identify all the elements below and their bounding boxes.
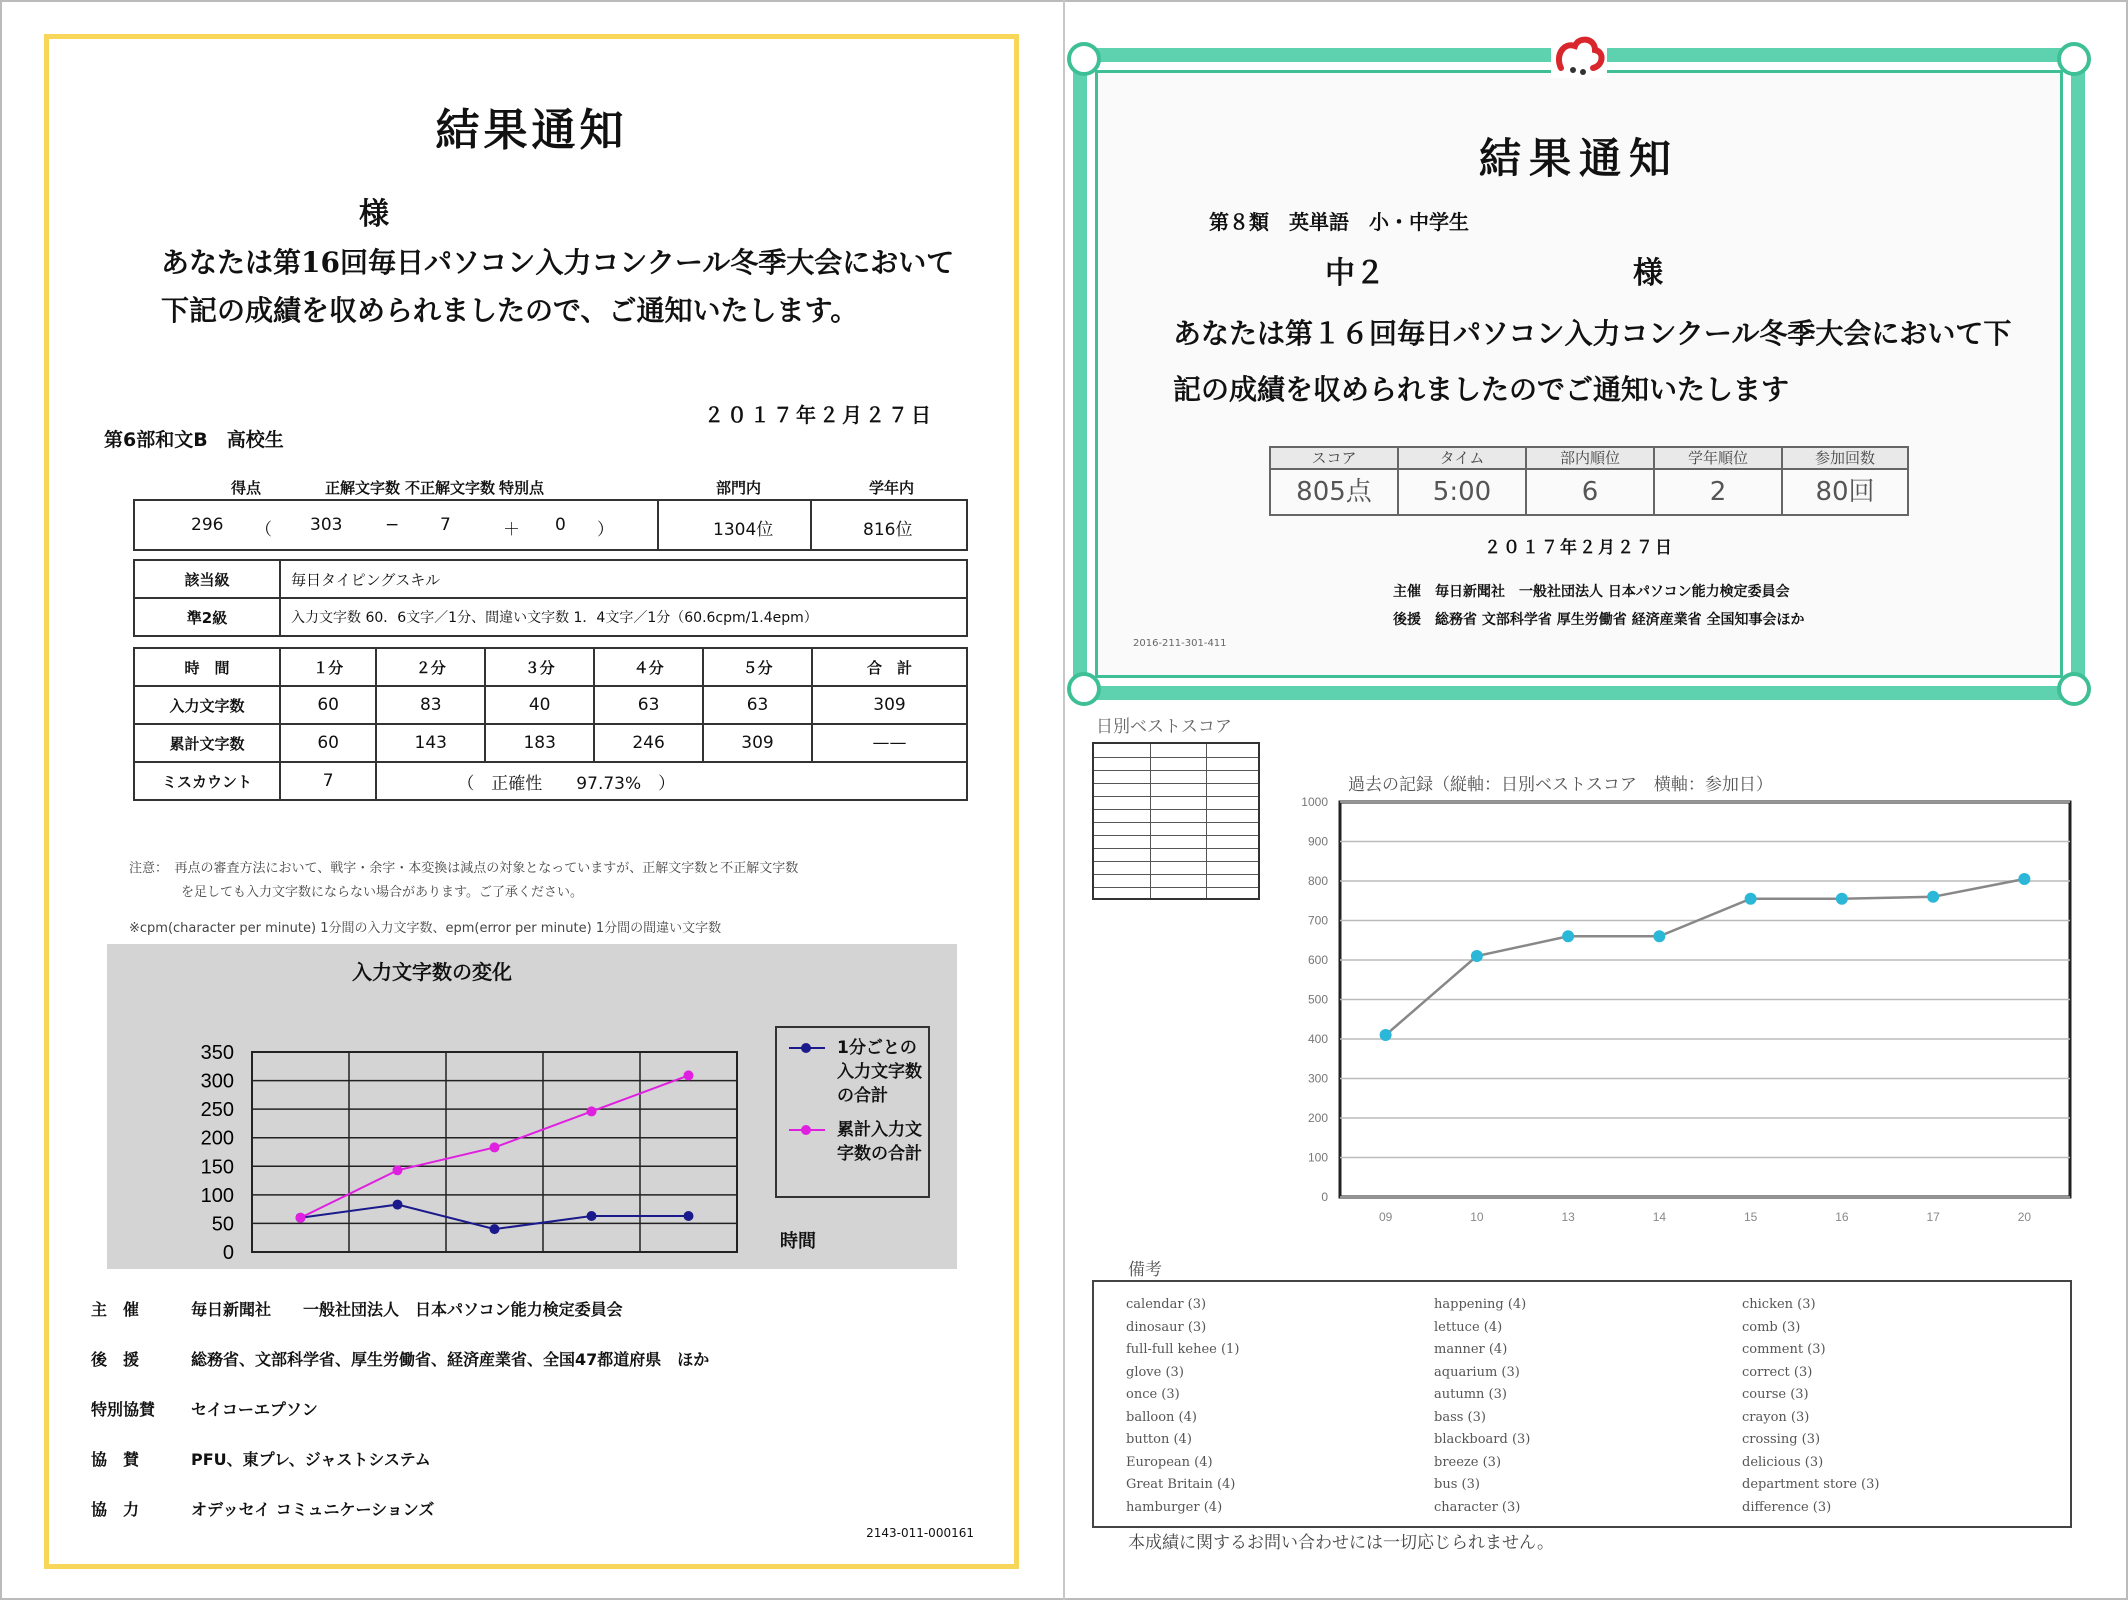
left-title: 結果通知 [435, 105, 628, 156]
remark-item: breeze (3) [1434, 1454, 1502, 1470]
table-row [134, 724, 967, 762]
mini-table-row-line [1094, 848, 1258, 849]
org-value: 毎日新聞社 一般社団法人 日本パソコン能力検定委員会 [191, 1300, 623, 1319]
org-value: 総務省、文部科学省、厚生労働省、経済産業省、全国47都道府県 ほか [191, 1350, 710, 1369]
remark-item: button (4) [1126, 1432, 1192, 1447]
x-tick-label: 14 [1652, 1210, 1667, 1224]
grade-label: 該当級 [134, 560, 280, 598]
table-cell: 40 [485, 686, 594, 724]
y-tick-label: 0 [1321, 1190, 1328, 1204]
error-count: 7 [280, 762, 376, 800]
corner-ornament [2057, 672, 2091, 706]
hdr-score: 得点 [231, 479, 262, 497]
table-cell: 183 [485, 724, 594, 762]
level-label: 準2級 [134, 598, 280, 636]
result-value: 805点 [1296, 477, 1372, 507]
per-minute-header [134, 648, 967, 686]
mini-table-row-line [1094, 861, 1258, 862]
remark-item: European (4) [1126, 1454, 1213, 1470]
right-footer-note: 本成績に関するお問い合わせには一切応じられません。 [1128, 1533, 1555, 1553]
result-value: 6 [1581, 477, 1599, 507]
support-line: 後援 総務省 文部科学省 厚生労働省 経済産業省 全国知事会ほか [1393, 612, 1805, 628]
y-tick-label: 200 [200, 1127, 234, 1150]
mini-table-row-line [1094, 822, 1258, 823]
remark-item: glove (3) [1126, 1364, 1184, 1380]
mini-table-row-line [1094, 835, 1258, 836]
data-point [393, 1200, 403, 1210]
y-tick-label: 50 [211, 1213, 234, 1236]
legend-marker [801, 1043, 811, 1053]
result-value: 5:00 [1432, 477, 1492, 507]
result-table [1269, 446, 1909, 516]
x-tick-label: 10 [1470, 1210, 1484, 1224]
grade-value: 毎日タイピングスキル [280, 560, 967, 598]
hdr-correct: 正解文字数 [325, 479, 401, 497]
remark-item: hamburger (4) [1126, 1499, 1223, 1515]
x-tick-label: 20 [2017, 1210, 2032, 1224]
hdr-incorrect: 不正解文字数 [405, 479, 496, 497]
result-header: タイム [1399, 448, 1525, 470]
remark-item: bass (3) [1434, 1409, 1486, 1425]
remark-item: calendar (3) [1126, 1297, 1207, 1312]
data-point [587, 1211, 597, 1221]
table-cell: 143 [376, 724, 485, 762]
data-point [1380, 1029, 1392, 1041]
accuracy-text: （ 正確性 97.73% ） [376, 762, 967, 800]
row-label-input: 入力文字数 [134, 686, 280, 724]
y-tick-label: 300 [200, 1070, 234, 1093]
legend-label: 累計入力文字数の合計 [837, 1120, 922, 1164]
remark-item: difference (3) [1742, 1499, 1832, 1515]
y-tick-label: 200 [1307, 1111, 1328, 1125]
chart-x-axis-label: 時間 [780, 1231, 816, 1252]
table-cell: 309 [812, 686, 967, 724]
right-certificate [1073, 48, 2085, 700]
data-point [684, 1070, 694, 1080]
x-tick-label: 16 [1835, 1210, 1849, 1224]
result-cell-participation [1783, 448, 1907, 514]
y-tick-label: 900 [1307, 834, 1328, 849]
table-cell: 60 [280, 724, 376, 762]
org-key: 協 賛 [91, 1450, 140, 1469]
data-point [587, 1106, 597, 1116]
y-tick-label: 600 [1307, 953, 1328, 967]
remark-item: comb (3) [1742, 1319, 1801, 1335]
minus-sign: − [385, 515, 400, 535]
dept-rank-value: 1304位 [713, 520, 774, 540]
y-tick-label: 400 [1307, 1032, 1328, 1046]
corner-ornament [2057, 42, 2091, 76]
right-division: 第８類 英単語 小・中学生 [1209, 210, 1469, 234]
paren-open: （ [255, 520, 272, 540]
remark-item: lettuce (4) [1434, 1319, 1503, 1335]
chart-plot [107, 974, 747, 1264]
org-value: セイコーエプソン [191, 1400, 318, 1419]
data-point [296, 1213, 306, 1223]
remark-item: aquarium (3) [1434, 1364, 1520, 1380]
y-tick-label: 800 [1307, 874, 1328, 888]
y-tick-label: 300 [1307, 1071, 1328, 1086]
left-division: 第6部和文B 高校生 [104, 429, 284, 451]
result-header: スコア [1271, 448, 1397, 470]
hdr-min4: ４分 [594, 648, 703, 686]
table-cell: 309 [703, 724, 812, 762]
left-body-text: あなたは第16回毎日パソコン入力コンクール冬季大会において下記の成績を収められましたので、ご通知いたします。 [161, 246, 955, 327]
result-cell-time [1399, 448, 1527, 514]
right-organizers [1393, 578, 1805, 634]
note-line: を足しても入力文字数にならない場合があります。ご了承ください。 [129, 885, 583, 900]
data-point [1745, 893, 1757, 905]
row-label-errors: ミスカウント [134, 762, 280, 800]
mini-table-row-line [1094, 874, 1258, 875]
corner-ornament [1067, 672, 1101, 706]
score-box [133, 499, 968, 551]
special-value: 0 [555, 515, 566, 535]
table-cell: 246 [594, 724, 703, 762]
remark-item: course (3) [1742, 1387, 1809, 1402]
x-tick-label: 15 [1743, 1210, 1758, 1224]
hdr-dept-rank: 部門内 [716, 479, 762, 497]
table-cell: 63 [594, 686, 703, 724]
remark-item: bus (3) [1434, 1477, 1480, 1492]
remark-item: Great Britain (4) [1126, 1477, 1236, 1492]
score-divider-2 [810, 501, 812, 549]
right-honorific: 様 [1633, 256, 1663, 291]
left-doc-code: 2143-011-000161 [866, 1526, 974, 1540]
host-line: 主催 毎日新聞社 一般社団法人 日本パソコン能力検定委員会 [1393, 584, 1790, 600]
daily-best-title: 日別ベストスコア [1096, 717, 1232, 737]
input-chart [107, 944, 957, 1269]
org-value: PFU、東プレ、ジャストシステム [191, 1450, 431, 1469]
hdr-grade-rank: 学年内 [869, 479, 915, 497]
level-value: 入力文字数 60．6文字／1分、間違い文字数 1．4文字／1分（60.6cpm/1.4epm） [280, 598, 967, 636]
remark-item: crayon (3) [1742, 1409, 1810, 1425]
hdr-min2: ２分 [376, 648, 485, 686]
data-point [2018, 873, 2030, 885]
remark-item: delicious (3) [1742, 1454, 1824, 1470]
data-point [490, 1224, 500, 1234]
remarks-column [1434, 1294, 1530, 1519]
y-tick-label: 100 [1307, 1150, 1328, 1165]
org-value: オデッセイ コミュニケーションズ [191, 1500, 435, 1519]
cert-level-table [133, 559, 968, 637]
remark-item: autumn (3) [1434, 1387, 1507, 1402]
hdr-special: 特別点 [499, 479, 545, 497]
mini-table-row-line [1094, 796, 1258, 797]
note-line: 注意： 再点の審査方法において、戦字・余字・本変換は減点の対象となっていますが、正解文字数と不正解文字数 [129, 861, 799, 876]
remark-item: full-full kehee (1) [1126, 1342, 1240, 1357]
result-value: 80回 [1815, 477, 1875, 507]
row-label-cumulative: 累計文字数 [134, 724, 280, 762]
hdr-min3: ３分 [485, 648, 594, 686]
result-header: 学年順位 [1655, 448, 1781, 470]
remark-item: comment (3) [1742, 1342, 1826, 1357]
chart-legend [775, 1026, 930, 1198]
hdr-time: 時 間 [134, 648, 280, 686]
remark-item: balloon (4) [1126, 1409, 1197, 1425]
table-cell: —— [812, 724, 967, 762]
legend-label: 1分ごとの入力文字数の合計 [837, 1038, 922, 1106]
remark-item: department store (3) [1742, 1477, 1880, 1492]
hdr-min5: ５分 [703, 648, 812, 686]
remark-item: once (3) [1126, 1387, 1180, 1402]
right-body-text: あなたは第１６回毎日パソコン入力コンクール冬季大会において下記の成績を収められましたのでご通知いたします [1173, 317, 2012, 406]
remark-item: manner (4) [1434, 1342, 1508, 1357]
remark-item: happening (4) [1434, 1297, 1527, 1312]
note-line: ※cpm(character per minute) 1分間の入力文字数、epm(error per minute) 1分間の間違い文字数 [129, 921, 722, 936]
y-tick-label: 700 [1307, 913, 1328, 928]
per-minute-table [133, 647, 968, 801]
remark-item: blackboard (3) [1434, 1432, 1531, 1447]
hdr-min1: １分 [280, 648, 376, 686]
remarks-column [1742, 1294, 1879, 1519]
x-tick-label: 09 [1378, 1210, 1393, 1224]
remark-item: correct (3) [1742, 1364, 1813, 1380]
result-cell-dept-rank [1527, 448, 1655, 514]
data-point [1836, 893, 1848, 905]
mini-table-row-line [1094, 757, 1258, 758]
data-point [1927, 891, 1939, 903]
mini-table-row-line [1094, 809, 1258, 810]
y-tick-label: 100 [200, 1184, 234, 1207]
grade-rank-value: 816位 [863, 520, 913, 540]
result-value: 2 [1709, 477, 1727, 507]
notes [129, 857, 949, 941]
data-point [1471, 950, 1483, 962]
data-point [1653, 930, 1665, 942]
x-tick-label: 17 [1926, 1210, 1940, 1224]
legend-marker [801, 1125, 811, 1135]
logo-icon [1551, 34, 1607, 78]
hdr-total: 合 計 [812, 648, 967, 686]
data-point [393, 1165, 403, 1175]
org-key: 特別協賛 [91, 1400, 156, 1419]
data-point [1562, 930, 1574, 942]
history-chart-plot [1270, 780, 2090, 1230]
remark-item: character (3) [1434, 1499, 1521, 1515]
data-point [490, 1142, 500, 1152]
y-tick-label: 500 [1307, 992, 1328, 1007]
remark-item: crossing (3) [1742, 1432, 1821, 1447]
remarks-column [1126, 1294, 1239, 1519]
x-tick-label: 13 [1561, 1210, 1575, 1224]
org-key: 後 援 [91, 1350, 140, 1369]
remarks-box [1092, 1280, 2072, 1528]
remark-item: dinosaur (3) [1126, 1319, 1207, 1335]
paren-close: ） [597, 520, 614, 540]
corner-ornament [1067, 42, 1101, 76]
result-cell-score [1271, 448, 1399, 514]
left-date: ２０１７年２月２７日 [704, 403, 934, 427]
table-row [134, 686, 967, 724]
mini-table-row-line [1094, 887, 1258, 888]
result-header: 部内順位 [1527, 448, 1653, 470]
page-divider [1063, 0, 1065, 1600]
table-row [134, 762, 967, 800]
result-cell-grade-rank [1655, 448, 1783, 514]
left-honorific: 様 [359, 197, 389, 232]
y-tick-label: 150 [200, 1156, 234, 1179]
y-tick-label: 1000 [1301, 795, 1328, 809]
plus-sign: ＋ [503, 520, 520, 540]
right-date: ２０１７年２月２７日 [1484, 538, 1674, 558]
y-tick-label: 350 [200, 1042, 234, 1064]
remark-item: chicken (3) [1742, 1297, 1816, 1312]
mini-table-row-line [1094, 783, 1258, 784]
chart-title: 入力文字数の変化 [352, 960, 512, 984]
correct-value: 303 [310, 515, 343, 535]
result-header: 参加回数 [1783, 448, 1907, 470]
score-value: 296 [191, 515, 224, 535]
mini-table-col-line [1150, 744, 1151, 898]
daily-best-table [1092, 742, 1260, 900]
table-cell: 63 [703, 686, 812, 724]
data-point [684, 1211, 694, 1221]
recipient-grade: 中２ [1325, 256, 1385, 291]
table-cell: 60 [280, 686, 376, 724]
history-chart-title: 過去の記録（縦軸：日別ベストスコア 横軸：参加日） [1348, 775, 1773, 795]
remarks-label: 備考 [1128, 1260, 1162, 1280]
score-divider-1 [657, 501, 659, 549]
mini-table-row-line [1094, 770, 1258, 771]
right-title: 結果通知 [1478, 134, 1679, 183]
incorrect-value: 7 [440, 515, 451, 535]
right-doc-code: 2016-211-301-411 [1133, 638, 1227, 649]
y-tick-label: 0 [222, 1242, 234, 1264]
table-cell: 83 [376, 686, 485, 724]
org-key: 主 催 [91, 1300, 140, 1319]
y-tick-label: 250 [200, 1099, 234, 1122]
left-certificate [44, 34, 1019, 1569]
mini-table-col-line [1206, 744, 1207, 898]
org-key: 協 力 [91, 1500, 140, 1519]
